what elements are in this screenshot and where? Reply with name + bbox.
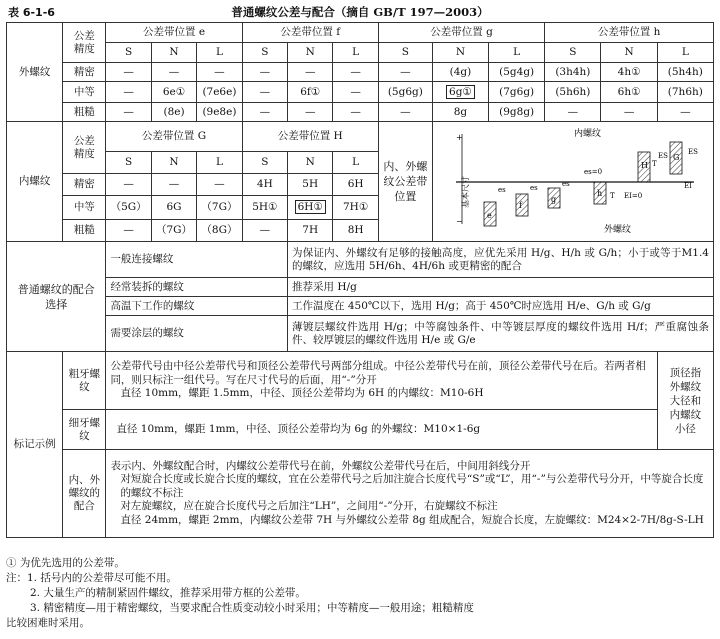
- table-cell: (7h6h): [657, 82, 713, 103]
- marking-fit-line: 表示内、外螺纹配合时，内螺纹公差带代号在前，外螺纹公差带代号在后，中间用斜线分开: [110, 459, 531, 472]
- table-cell: —: [197, 63, 242, 82]
- table-cell: 5H: [288, 174, 333, 196]
- marking-label: 标记示例: [7, 352, 63, 538]
- table-cell: 7H: [288, 220, 333, 242]
- table-cell: (9g8g): [489, 103, 545, 122]
- external-row-medium: [7, 82, 714, 103]
- length-n: N: [288, 152, 333, 174]
- grade-label: 精密: [63, 174, 106, 196]
- table-cell: (5h6h): [545, 82, 601, 103]
- table-cell: (5g6g): [378, 82, 432, 103]
- length-s: S: [378, 43, 432, 63]
- selection-case: 一般连接螺纹: [106, 242, 288, 278]
- table-cell: (4g): [432, 63, 488, 82]
- t-label: T: [651, 159, 657, 168]
- marking-fine-example: 直径 10mm，螺距 1mm，中径、顶径公差带均为 6g 的外螺纹：M10×1-6g: [106, 410, 657, 450]
- external-position-e: 公差带位置 e: [106, 23, 242, 43]
- table-cell: —: [106, 174, 151, 196]
- selection-rule: 为保证内、外螺纹有足够的接触高度，应优先采用 H/g、H/h 或 G/h；小于或等于M1.4 的螺纹，应选用 5H/6h、4H/6h 或更精密的配合: [288, 242, 714, 278]
- selection-case: 经常装拆的螺纹: [106, 278, 288, 297]
- es-label: es: [561, 179, 570, 188]
- diagram-bottom-label: 外螺纹: [603, 224, 631, 235]
- table-cell: 4H: [242, 174, 287, 196]
- table-cell: —: [242, 103, 287, 122]
- length-l: L: [333, 152, 378, 174]
- length-n: N: [151, 152, 196, 174]
- length-l: L: [657, 43, 713, 63]
- table-cell: (8e): [151, 103, 196, 122]
- table-cell: 6G: [151, 196, 196, 220]
- external-position-f: 公差带位置 f: [242, 23, 378, 43]
- table-cell: —: [288, 103, 333, 122]
- table-cell: —: [106, 103, 151, 122]
- table-cell: —: [197, 174, 242, 196]
- table-cell: （5G）: [106, 196, 151, 220]
- selection-row: [7, 242, 714, 278]
- marking-fine-label: 细牙螺纹: [63, 410, 106, 450]
- internal-position-row: [7, 122, 714, 152]
- internal-row-label: 内螺纹: [7, 122, 63, 242]
- selection-label: 普通螺纹的配合选择: [7, 242, 106, 352]
- table-cell: (7e6e): [197, 82, 242, 103]
- es-zero-label: es=0: [583, 167, 602, 176]
- table-cell: 6H: [333, 174, 378, 196]
- length-s: S: [106, 43, 151, 63]
- grade-label: 精密: [63, 63, 106, 82]
- diagram-svg: [444, 124, 702, 236]
- marking-coarse-row: [7, 352, 714, 410]
- ES-label: ES: [657, 151, 668, 160]
- selection-row: [7, 297, 714, 316]
- length-s: S: [242, 43, 287, 63]
- ei-label: EI: [683, 181, 692, 190]
- external-row-coarse: [7, 103, 714, 122]
- ES-label: ES: [687, 147, 698, 156]
- table-cell: —: [333, 63, 378, 82]
- zone-f-label: f: [518, 200, 522, 210]
- marking-coarse-text: [106, 352, 657, 410]
- zone-H-label: H: [640, 160, 648, 170]
- diagram-caption-text: 内、外螺纹公差带位置: [383, 160, 428, 203]
- tolerance-zone-diagram: [432, 122, 713, 242]
- ei-zero-label: EI=0: [623, 191, 643, 200]
- selection-rule: 薄镀层螺纹件选用 H/g；中等腐蚀条件、中等镀层厚度的螺纹件选用 H/f；严重腐蚀条件、较厚镀层的螺纹件选用 H/e 或 G/e: [288, 316, 714, 352]
- table-cell: —: [106, 63, 151, 82]
- length-l: L: [197, 152, 242, 174]
- axis-label: 基本尺寸: [460, 175, 470, 208]
- table-cell: （8G）: [197, 220, 242, 242]
- table-cell-boxed: [288, 196, 333, 220]
- table-title: 普通螺纹公差与配合（摘自 GB/T 197—2003）: [231, 5, 489, 19]
- footnote: ① 为优先选用的公差带。: [6, 557, 125, 569]
- boxed-value: 6g①: [446, 85, 475, 99]
- zone-G-label: G: [672, 152, 680, 162]
- table-cell: —: [601, 103, 657, 122]
- zone-g-label: g: [550, 194, 557, 204]
- footnote: 2. 大量生产的精制紧固件螺纹，推荐采用带方框的公差带。: [30, 587, 306, 599]
- internal-position-g: 公差带位置 G: [106, 122, 242, 152]
- length-n: N: [288, 43, 333, 63]
- selection-case: 高温下工作的螺纹: [106, 297, 288, 316]
- table-cell: (7g6g): [489, 82, 545, 103]
- footnote: 比较困难时采用。: [6, 617, 90, 629]
- marking-fit-line: 直径 24mm，螺距 2mm，内螺纹公差带 7H 与外螺纹公差带 8g 组成配合，短旋合长度，左旋螺纹：M24×2-7H/8g-S-LH: [120, 513, 704, 526]
- table-cell: —: [151, 174, 196, 196]
- table-cell: —: [151, 63, 196, 82]
- external-row-label: 外螺纹: [7, 23, 63, 122]
- footnotes: [6, 556, 714, 631]
- table-cell: —: [106, 82, 151, 103]
- tolerance-table: [6, 22, 714, 538]
- grade-label: 中等: [63, 82, 106, 103]
- table-cell: 7H①: [333, 196, 378, 220]
- diagram-top-label: 内螺纹: [573, 128, 601, 139]
- marking-fine-row: [7, 410, 714, 450]
- table-cell: —: [545, 103, 601, 122]
- table-cell: (3h4h): [545, 63, 601, 82]
- es-label: es: [497, 185, 506, 194]
- marking-fit-line: 对短旋合长度或长旋合长度的螺纹，宜在公差带代号之后加注旋合长度代号“S”或“L”，用“-”与公差带代号分开，中等旋合长度的螺纹不标注: [120, 473, 704, 499]
- table-cell: —: [242, 220, 287, 242]
- external-grade-header: 公差 精度: [63, 23, 106, 63]
- length-s: S: [242, 152, 287, 174]
- marking-coarse-label: 粗牙螺纹: [63, 352, 106, 410]
- table-cell: (9e8e): [197, 103, 242, 122]
- grade-label: 粗糙: [63, 220, 106, 242]
- table-cell: 6h①: [601, 82, 657, 103]
- grade-label: 粗糙: [63, 103, 106, 122]
- marking-fit-label: 内、外螺纹的配合: [63, 450, 106, 538]
- table-cell: —: [378, 63, 432, 82]
- table-cell: —: [242, 82, 287, 103]
- selection-rule: 推荐采用 H/g: [288, 278, 714, 297]
- selection-row: [7, 278, 714, 297]
- minus-sign: −: [455, 216, 463, 226]
- external-row-fine: [7, 63, 714, 82]
- table-id: 表 6-1-6: [8, 6, 55, 19]
- footnote: 3. 精密精度—用于精密螺纹，当要求配合性质变动较小时采用；中等精度—一般用途；粗糙精度: [30, 602, 474, 614]
- marking-fit-line: 对左旋螺纹，应在旋合长度代号之后加注“LH”，之间用“-”分开，右旋螺纹不标注: [120, 500, 498, 513]
- table-cell: 8H: [333, 220, 378, 242]
- marking-fit-row: [7, 450, 714, 538]
- table-cell: 5H①: [242, 196, 287, 220]
- diagram-caption: [378, 122, 432, 242]
- selection-rule: 工作温度在 450℃以下，选用 H/g；高于 450℃时应选用 H/e、G/h 或 G/g: [288, 297, 714, 316]
- t-label: T: [609, 191, 615, 200]
- table-cell: 4h①: [601, 63, 657, 82]
- length-s: S: [545, 43, 601, 63]
- external-position-g: 公差带位置 g: [378, 23, 544, 43]
- table-cell: —: [242, 63, 287, 82]
- table-cell: —: [657, 103, 713, 122]
- external-position-row: [7, 23, 714, 43]
- table-cell: （7G）: [151, 220, 196, 242]
- table-cell: —: [106, 220, 151, 242]
- internal-grade-header: 公差 精度: [63, 122, 106, 174]
- zone-h-label: h: [596, 188, 603, 198]
- grade-label: 中等: [63, 196, 106, 220]
- length-s: S: [106, 152, 151, 174]
- table-cell: 6f①: [288, 82, 333, 103]
- length-n: N: [432, 43, 488, 63]
- es-label: es: [529, 183, 538, 192]
- table-cell: —: [378, 103, 432, 122]
- selection-row: [7, 316, 714, 352]
- table-cell: —: [288, 63, 333, 82]
- table-cell: 8g: [432, 103, 488, 122]
- marking-side-note: 顶径指外螺纹大径和内螺纹小径: [657, 352, 713, 450]
- zone-e-label: e: [486, 210, 492, 220]
- length-l: L: [489, 43, 545, 63]
- length-l: L: [197, 43, 242, 63]
- length-n: N: [151, 43, 196, 63]
- boxed-value: 6H①: [295, 200, 326, 214]
- internal-position-h: 公差带位置 H: [242, 122, 378, 152]
- table-cell-boxed: [432, 82, 488, 103]
- plus-sign: +: [455, 132, 463, 142]
- external-position-h: 公差带位置 h: [545, 23, 714, 43]
- marking-coarse-example: 直径 10mm，螺距 1.5mm，中径、顶径公差带均为 6H 的内螺纹：M10-6H: [120, 387, 484, 400]
- zone-f: [516, 194, 528, 216]
- marking-fit-text: [106, 450, 714, 538]
- marking-coarse-desc: 公差带代号由中径公差带代号和顶径公差带代号两部分组成。中径公差带代号在前，顶径公差带代号在后。若两者相同，则只标注一组代号。写在尺寸代号的后面，用“-”分开: [110, 360, 646, 386]
- table-cell: —: [333, 103, 378, 122]
- length-n: N: [601, 43, 657, 63]
- length-l: L: [333, 43, 378, 63]
- table-cell: (5h4h): [657, 63, 713, 82]
- table-cell: —: [333, 82, 378, 103]
- external-length-row: [7, 43, 714, 63]
- table-cell: （7G）: [197, 196, 242, 220]
- table-cell: 6e①: [151, 82, 196, 103]
- selection-case: 需要涂层的螺纹: [106, 316, 288, 352]
- table-header: [6, 4, 714, 20]
- footnote: 注：1. 括号内的公差带尽可能不用。: [6, 572, 177, 584]
- table-cell: (5g4g): [489, 63, 545, 82]
